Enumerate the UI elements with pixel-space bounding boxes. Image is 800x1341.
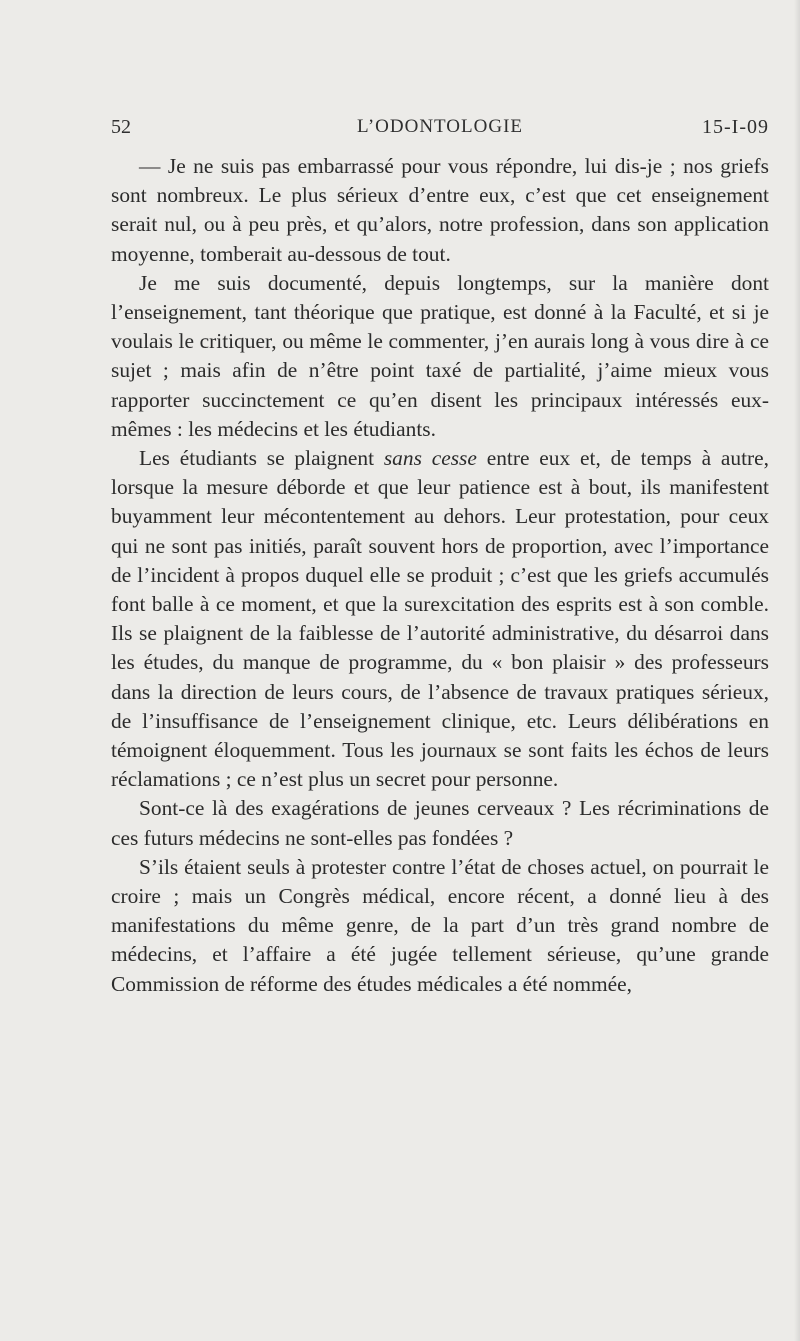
issue-date: 15-I-09 [702,116,769,138]
paragraph-5: S’ils étaient seuls à protester contre l’état de choses actuel, on pourrait le croire ; mais un Congrès médical, encore récent, a donné lieu à des manifestations du même genre, de la part d’un très grand nombre de médecins, et l’affaire a été jugée tellement sérieuse, qu’une grande Commission de réforme des études médicales a été nommée, [111,854,769,996]
paragraph-3-start: Les étudiants se plaignent [139,446,384,471]
paragraph-1: — Je ne suis pas embarrassé pour vous répondre, lui dis-je ; nos griefs sont nombreux. Le plus sérieux d’entre eux, c’est que cet enseignement serait nul, ou à peu près, et qu’alors, notre profession, dans son application moyenne, tomberait au-dessous de tout. [111,154,769,266]
journal-title: L’ODONTOLOGIE [356,116,524,137]
italic-phrase: sans cesse [383,446,477,471]
paragraph-3 [111,444,769,794]
paragraph-2: Je me suis documenté, depuis longtemps, sur la manière dont l’enseignement, tant théorique que pratique, est donné à la Faculté, et si je voulais le critiquer, ou même le commenter, j’en aurais long à vous dire à ce sujet ; mais afin de n’être point taxé de partialité, j’aime mieux vous rapporter succinctement ce qu’en disent les principaux intéressés eux-mêmes : les médecins et les étudiants. [111,270,769,441]
body-text [111,152,769,999]
page-number: 52 [111,116,131,138]
running-header [111,116,769,146]
paragraph-3-rest: entre eux et, de temps à autre, lorsque la mesure déborde et que leur patience est à bout, ils manifestent buyamment leur mécontentement au dehors. Leur protestation, pour ceux qui ne sont pas initiés, paraît souvent hors de proportion, avec l’importance de l’incident à propos duquel elle se produit ; c’est que les griefs accumulés font balle à ce moment, et que la surexcitation des esprits est à son comble. Ils se plaignent de la faiblesse de l’autorité administrative, du désarroi dans les études, du manque de programme, du « bon plaisir » des professeurs dans la direction de leurs cours, de l’absence de travaux pratiques sérieux, de l’insuffisance de l’enseignement clinique, etc. Leurs délibérations en témoignent éloquemment. Tous les journaux se sont faits les échos de leurs réclamations ; ce n’est plus un secret pour personne. [111,446,769,792]
paragraph-4: Sont-ce là des exagérations de jeunes cerveaux ? Les récriminations de ces futurs médecins ne sont-elles pas fondées ? [111,796,769,850]
